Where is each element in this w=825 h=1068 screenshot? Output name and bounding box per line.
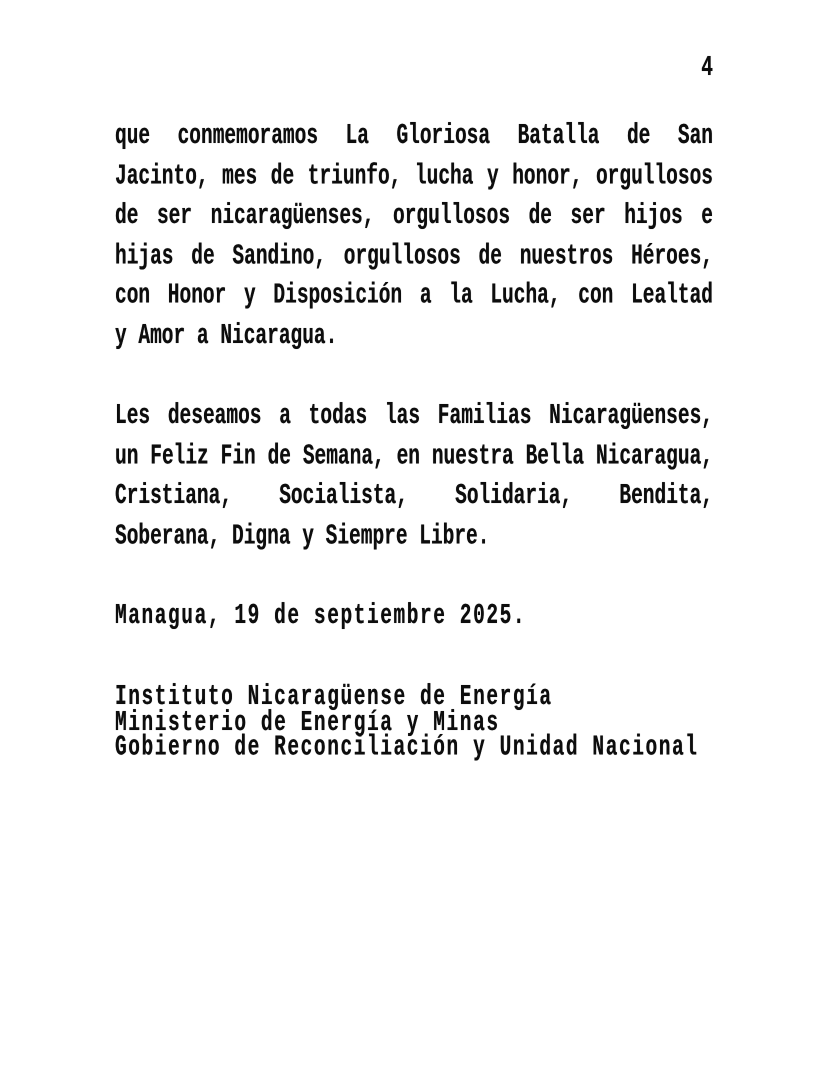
text-line: que conmemoramos La Gloriosa Batalla de San [115, 119, 713, 152]
text-line: Instituto Nicaragüense de Energía [115, 680, 553, 713]
signature-block [115, 680, 713, 764]
page-number: 4 [701, 52, 713, 84]
body-paragraph [115, 397, 713, 557]
text-line: Ministerio de Energía y Minas [115, 706, 500, 739]
text-line: Gobierno de Reconciliación y Unidad Nacional [115, 731, 699, 764]
text-line: y Amor a Nicaragua. [115, 319, 338, 352]
text-line: hijas de Sandino, orgullosos de nuestros Héroes, [115, 239, 713, 272]
text-line: Soberana, Digna y Siempre Libre. [115, 519, 490, 552]
text-line: con Honor y Disposición a la Lucha, con Lealtad [115, 279, 713, 312]
text-line: un Feliz Fin de Semana, en nuestra Bella Nicaragua, [115, 439, 713, 472]
body-paragraph [115, 117, 713, 357]
text-line: Cristiana, Socialista, Solidaria, Bendita, [115, 479, 713, 512]
text-line: Les deseamos a todas las Familias Nicaragüenses, [115, 399, 713, 432]
text-line: Jacinto, mes de triunfo, lucha y honor, orgullosos [115, 159, 713, 192]
dateline: Managua, 19 de septiembre 2025. [115, 599, 527, 632]
text-line: de ser nicaragüenses, orgullosos de ser hijos e [115, 199, 713, 232]
